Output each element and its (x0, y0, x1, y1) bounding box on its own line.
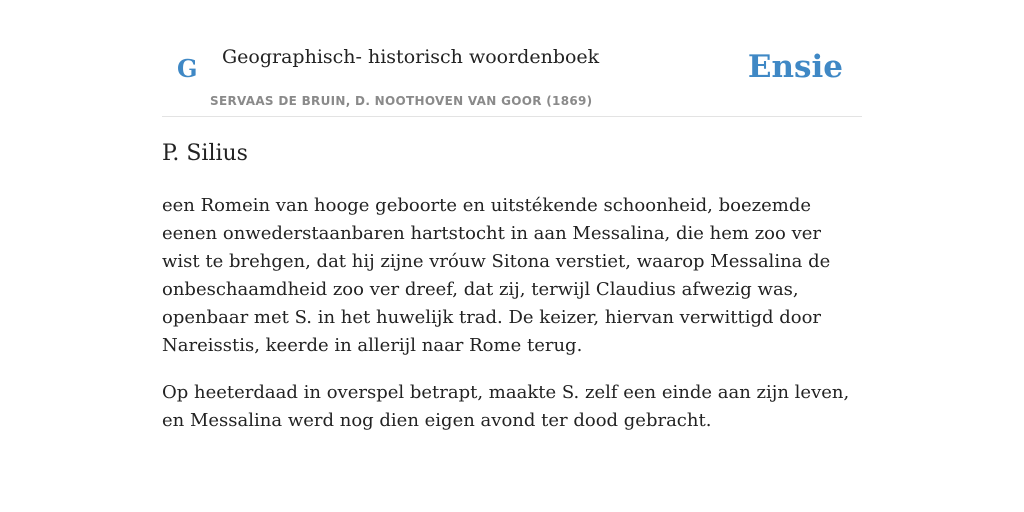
entry-body (162, 192, 862, 454)
page-container (162, 0, 862, 431)
work-authors: SERVAAS DE BRUIN, D. NOOTHOVEN VAN GOOR (1869) (210, 94, 593, 108)
ensie-logo-link[interactable]: Ensie (747, 49, 843, 85)
entry-paragraph: Op heeterdaad in overspel betrapt, maakte S. zelf een einde aan zijn leven, en Messalina werd nog dien eigen avond ter dood gebracht. (162, 382, 850, 431)
entry-paragraph: een Romein van hooge geboorte en uitstékende schoonheid, boezemde eenen onwederstaanbaren hartstocht in aan Messalina, die hem zoo ver wist te brehgen, dat hij zijne vróuw Sitona verstiet, waarop Messalina de onbeschaamdheid zoo ver dreef, dat zij, terwijl Claudius afwezig was, openbaar met S. in het huwelijk trad. De keizer, hiervan verwittigd door Nareisstis, keerde in allerijl naar Rome terug. (162, 195, 831, 356)
work-logo-letter[interactable]: G (177, 54, 198, 83)
entry-title: P. Silius (162, 141, 248, 166)
work-header (162, 0, 862, 117)
work-title-link[interactable]: Geographisch- historisch woordenboek (222, 46, 600, 68)
